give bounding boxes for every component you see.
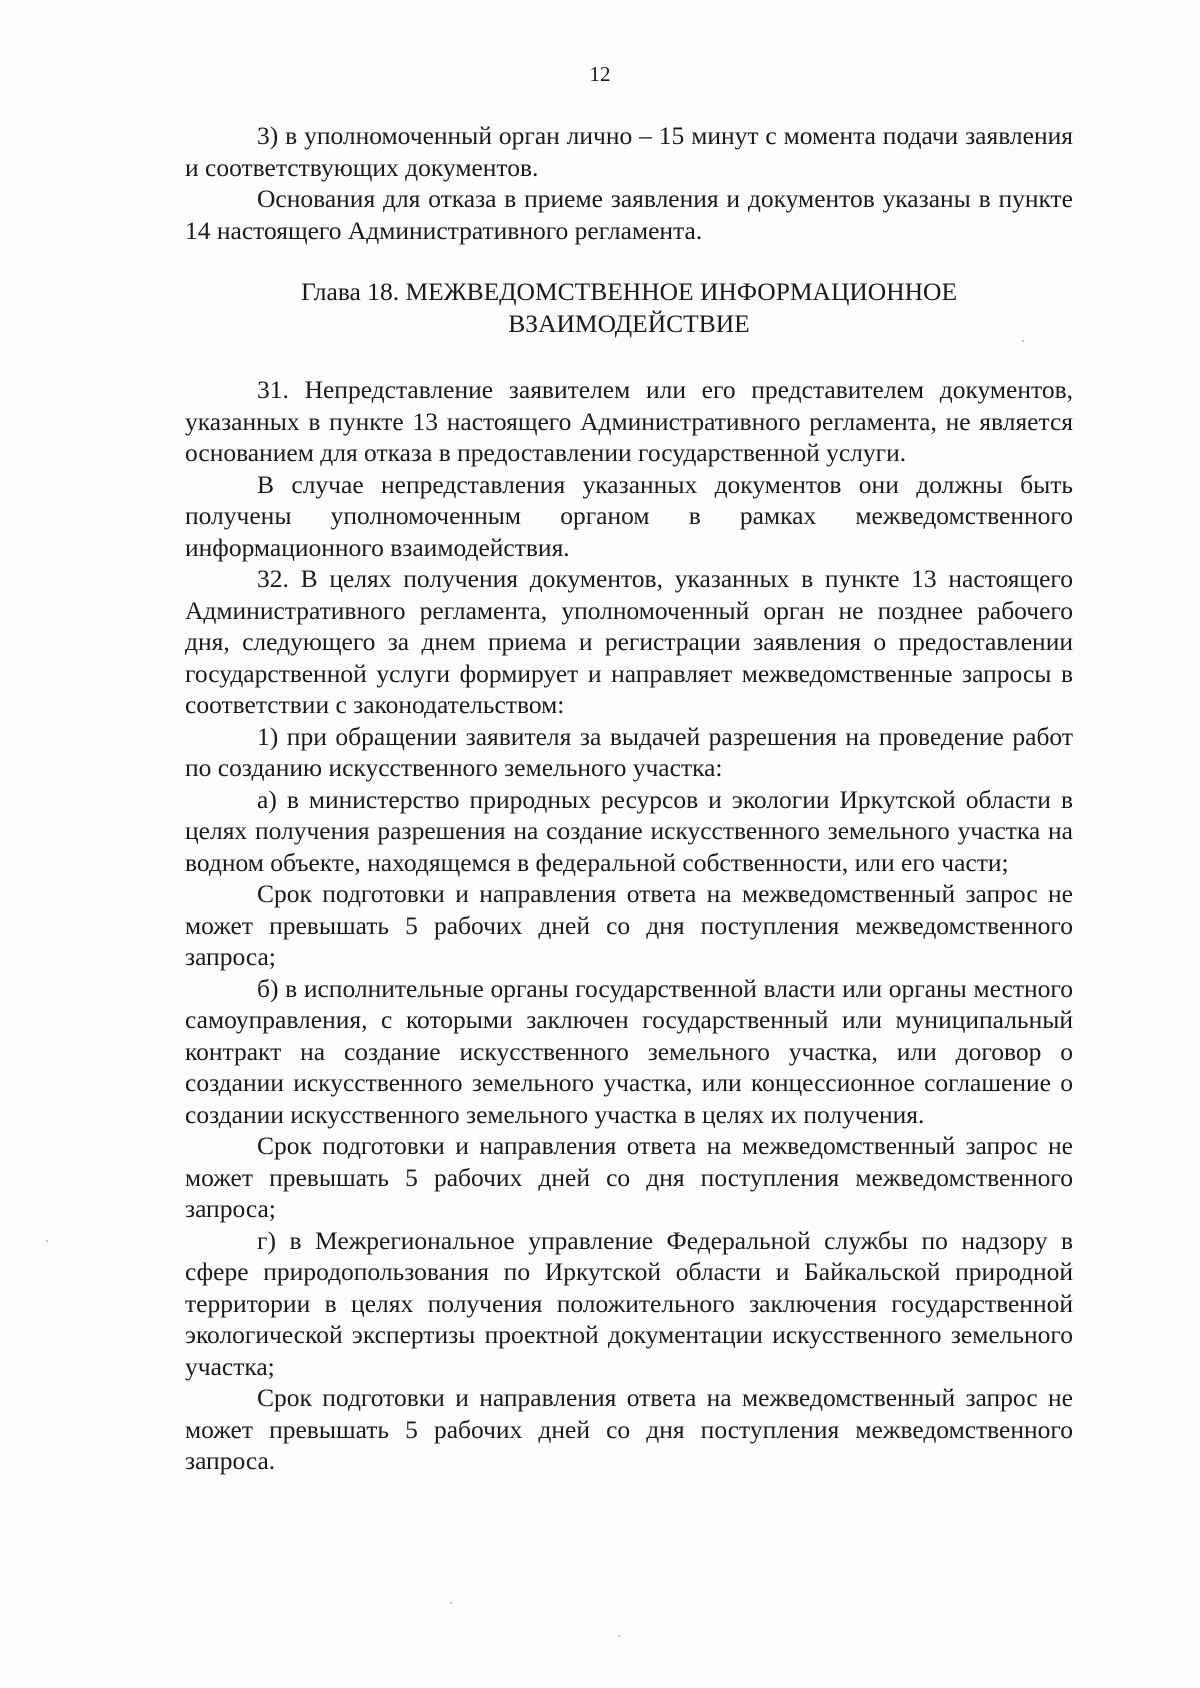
page-content [185,120,1073,1477]
chapter-heading-line-1: Глава 18. МЕЖВЕДОМСТВЕННОЕ ИНФОРМАЦИОННОЕ [300,277,958,306]
paragraph-response-deadline-b: Срок подготовки и направления ответа на межведомственный запрос не может превышать 5 рабочих дней со дня поступления межведомственного запроса; [185,1131,1073,1223]
chapter-heading-line-2: ВЗАИМОДЕЙСТВИЕ [508,309,750,338]
scan-speck [618,1635,620,1637]
paragraph-31-continued: В случае непредставления указанных документов они должны быть получены уполномоченным органом в рамках межведомственного информационного взаимодействия. [185,469,1073,562]
paragraph-31: 31. Непредставление заявителем или его представителем документов, указанных в пункте 13 настоящего Административного регламента, не является основанием для отказа в предоставлении государственной услуги. [185,375,1073,467]
chapter-heading [185,276,1073,340]
scan-speck [46,1240,48,1242]
paragraph-32-item-b: б) в исполнительные органы государственной власти или органы местного самоуправления, с которыми заключен государственный или муниципальный контракт на создание искусственного земельного участка, или договор о создании искусственного земельного участка, или концессионное соглашение о создании искусственного земельного участка в целях их получения. [185,973,1073,1129]
paragraph-32: 32. В целях получения документов, указанных в пункте 13 настоящего Административного регламента, уполномоченный орган не позднее рабочего дня, следующего за днем приема и регистрации заявления о предоставлении государственной услуги формирует и направляет межведомственные запросы в соответствии с законодательством: [185,564,1073,719]
paragraph-32-item-a: а) в министерство природных ресурсов и экологии Иркутской области в целях получения разрешения на создание искусственного земельного участка на водном объекте, находящемся в федеральной собственности, или его части; [185,784,1073,877]
paragraph-refusal-grounds: Основания для отказа в приеме заявления и документов указаны в пункте 14 настоящего Административного регламента. [185,184,1073,245]
paragraph-submission-time: 3) в уполномоченный орган лично – 15 минут с момента подачи заявления и соответствующих документов. [185,121,1073,182]
paragraph-response-deadline-a: Срок подготовки и направления ответа на межведомственный запрос не может превышать 5 рабочих дней со дня поступления межведомственного запроса; [185,879,1073,971]
page-number: 12 [589,62,611,86]
paragraph-32-item-1: 1) при обращении заявителя за выдачей разрешения на проведение работ по созданию искусственного земельного участка: [185,721,1073,782]
scan-speck [1022,340,1024,342]
paragraph-32-item-g: г) в Межрегиональное управление Федеральной службы по надзору в сфере природопользования по Иркутской области и Байкальской природной территории в целях получения положительного заключения государственной экологической экспертизы проектной документации искусственного земельного участка; [185,1225,1073,1381]
scan-speck [450,1602,452,1604]
paragraph-response-deadline-g: Срок подготовки и направления ответа на межведомственный запрос не может превышать 5 рабочих дней со дня поступления межведомственного запроса. [185,1383,1073,1475]
